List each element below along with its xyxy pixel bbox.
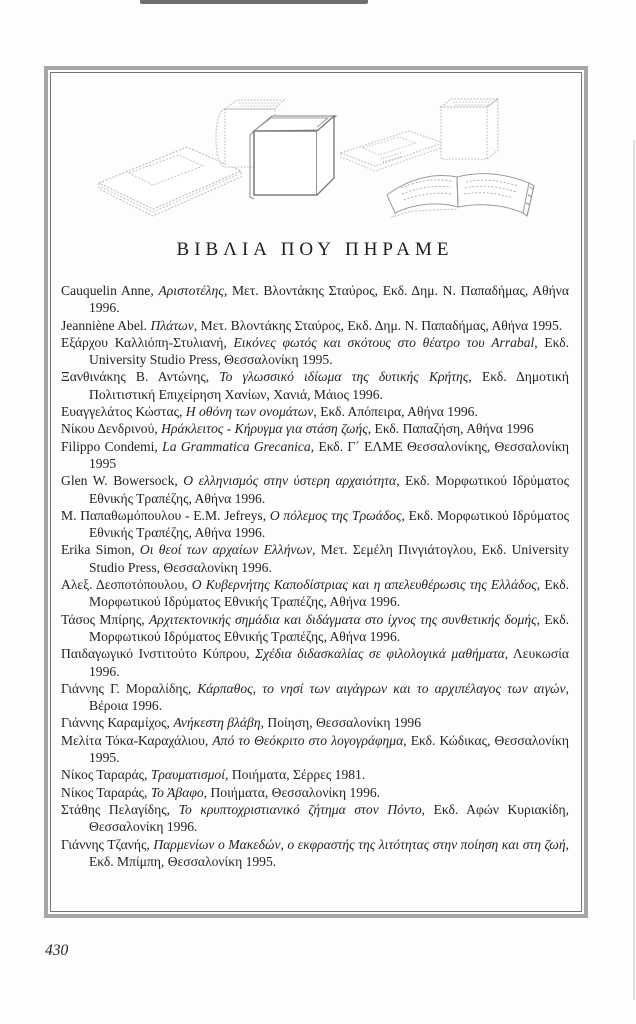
book-title-text: Από το Θεόκριτο στο λογογράφημα [212,732,404,748]
entry-text: , Εκδ. Γ´ ΕΛΜΕ Θεσσαλονίκης, Θεσσαλονίκη 1995 [89,438,569,471]
entry-text: Μελίτα Τόκα-Καραχάλιου, [61,732,213,748]
book-title-text: Πλάτων [150,317,194,333]
book-title-text: Η οθόνη των ονομάτων [185,404,314,420]
flat-book-icon [99,147,241,216]
entry-text: Γιάννης Καραμίχος, [61,715,174,731]
standing-book-front-icon [250,116,336,199]
bibliography-entry [61,334,569,369]
book-title-text: Το γλωσσικό ιδίωμα της δυτικής Κρήτης [219,369,469,385]
entry-text: Νίκου Δενδρινού, [61,421,162,437]
bibliography-entry [61,507,569,542]
entry-text: , Εκδ. University Studio Press, Θεσσαλονίκη 1995. [89,334,569,368]
bibliography-entry [61,282,569,317]
book-title-text: Οι θεοί των αρχαίων Ελλήνων [139,542,313,558]
bibliography-entry [61,541,569,576]
book-title-text: Αριστοτέλης [158,283,224,298]
scan-edge-artifact [633,140,635,1000]
entry-text: Cauquelin Anne, [61,283,159,298]
book-title-text: Το Άβαφο [150,784,204,800]
bibliography-entry [61,438,569,473]
entry-text: , Εκδ. Απόπειρα, Αθήνα 1996. [313,404,478,420]
bibliography-entry [61,680,569,715]
entry-text: Τάσος Μπίρης, [61,611,149,627]
entry-text: Ευαγγελάτος Κώστας, [61,404,186,420]
bibliography-entry [61,317,569,334]
entry-text: , Εκδ. Μορφωτικού Ιδρύματος Εθνικής Τραπέζης, Αθήνα 1996. [89,577,569,610]
entry-text: , Λευκωσία 1996. [89,646,569,679]
entry-text: , Βέροια 1996. [89,680,569,714]
entry-text: , Εκδ. Κώδικας, Θεσσαλονίκη 1995. [89,732,569,766]
entry-text: , Ποίηση, Θεσσαλονίκη 1996 [260,715,422,731]
books-illustration [89,87,541,223]
bibliography-entry [61,576,569,611]
book-title-text: Αρχιτεκτονικής σημάδια και διδάγματα στο ίχνος της συνθετικής δομής [149,611,537,627]
entry-text: Glen W. Bowersock, [61,473,184,489]
page-content [51,73,581,911]
entry-text: , Εκδ. Δημοτική Πολιτιστική Επιχείρηση Χανίων, Χανιά, Μάιος 1996. [89,369,569,402]
bibliography-entry [61,611,569,646]
book-title-text: Σχέδια διδασκαλίας σε φιλολογικά μαθήματα [255,646,505,662]
entry-text: , Ποιήματα, Σέρρες 1981. [225,767,366,783]
bibliography-entry [61,732,569,767]
entry-text: , Μετ. Σεμέλη Πινγιάτογλου, Εκδ. University Studio Press, Θεσσαλονίκη 1996. [89,542,569,575]
book-title-text: Τραυματισμοί [150,767,226,783]
entry-text: , Εκδ. Μορφωτικού Ιδρύματος Εθνικής Τραπέζης, Αθήνα 1996. [89,507,569,541]
entry-text: , Μετ. Βλοντάκης Σταύρος, Εκδ. Δημ. Ν. Παπαδήμας, Αθήνα 1996. [89,283,569,316]
book-title-text: Κάρπαθος, το νησί των αιγάγρων και το αρχιπέλαγος των αιγών [197,680,566,696]
bibliography-entry [61,766,569,783]
book-title-text: Το κρυπτοχριστιανικό ζήτημα στον Πόντο [178,801,422,817]
thin-booklet-icon [341,131,443,171]
entry-text: Νίκος Ταραράς, [61,784,151,800]
bibliography-entry [61,784,569,801]
entry-text: Γιάννης Τζανής, [61,836,154,852]
book-title-text: Εικόνες φωτός και σκότους στο θέατρο του Arrabal [233,334,535,350]
decorative-frame [44,66,588,918]
book-title-text: Ανήκεστη βλάβη [173,715,261,731]
bibliography-entry [61,714,569,731]
entry-text: Μ. Παπαθωμόπουλου - Ε.Μ. Jefreys, [61,507,270,523]
standing-book-right-icon [441,99,498,159]
entry-text: Γιάννης Γ. Μοραλίδης, [61,680,198,696]
entry-text: , Εκδ. Μορφωτικού Ιδρύματος Εθνικής Τραπέζης, Αθήνα 1996. [89,473,569,506]
book-title-text: Παρμενίων ο Μακεδών, ο εκφραστής της λιτότητας στην ποίηση και στη ζωή [153,836,566,852]
bibliography-entry [61,403,569,420]
entry-text: Αλεξ. Δεσποτόπουλου, [61,577,192,593]
entry-text: Νίκος Ταραράς, [61,767,151,783]
book-title-text: Ηράκλειτος - Κήρυγμα για στάση ζωής [161,421,368,437]
entry-text: , Μετ. Βλοντάκης Σταύρος, Εκδ. Δημ. Ν. Παπαδήμας, Αθήνα 1995. [193,317,563,333]
entry-text: Παιδαγωγικό Ινστιτούτο Κύπρου, [61,646,256,662]
entry-text: , Εκδ. Μπίμπη, Θεσσαλονίκη 1995. [89,836,569,869]
page-number: 430 [45,942,69,959]
bibliography-entry [61,645,569,680]
entry-text: Στάθης Πελαγίδης, [61,801,179,817]
book-title-text: Ο ελληνισμός στην ύστερη αρχαιότητα [183,473,397,489]
book-title-text: Ο πόλεμος της Τρωάδος [269,507,402,523]
entry-text: Ξανθινάκης Β. Αντώνης, [61,369,220,385]
entry-text: Filippo Condemi, [61,438,163,454]
scan-shadow [140,0,368,4]
bibliography-entry [61,472,569,507]
entry-text: Jeanniène Abel. [61,317,151,333]
page-title: ΒΙΒΛΙΑ ΠΟΥ ΠΗΡΑΜΕ [176,239,454,260]
book-title-text: Ο Κυβερνήτης Καποδίστριας και η απελευθέρωσις της Ελλάδος [191,577,537,593]
bibliography-entry [61,368,569,403]
bibliography-entry [61,836,569,871]
bibliography-list [61,282,569,870]
entry-text: , Ποιήματα, Θεσσαλονίκη 1996. [203,784,381,800]
book-title-text: La Grammatica Grecanica [162,438,311,454]
entry-text: , Εκδ. Παπαζήση, Αθήνα 1996 [367,421,534,437]
bibliography-entry [61,801,569,836]
entry-text: Erika Simon, [61,542,140,558]
open-book-icon [387,174,534,217]
entry-text: , Εκδ. Αφών Κυριακίδη, Θεσσαλονίκη 1996. [89,801,570,835]
entry-text: Εξάρχου Καλλιόπη-Στυλιανή, [61,334,234,350]
bibliography-entry [61,420,569,437]
decorative-frame-inner [50,72,582,912]
entry-text: , Εκδ. Μορφωτικού Ιδρύματος Εθνικής Τραπέζης, Αθήνα 1996. [89,611,570,644]
